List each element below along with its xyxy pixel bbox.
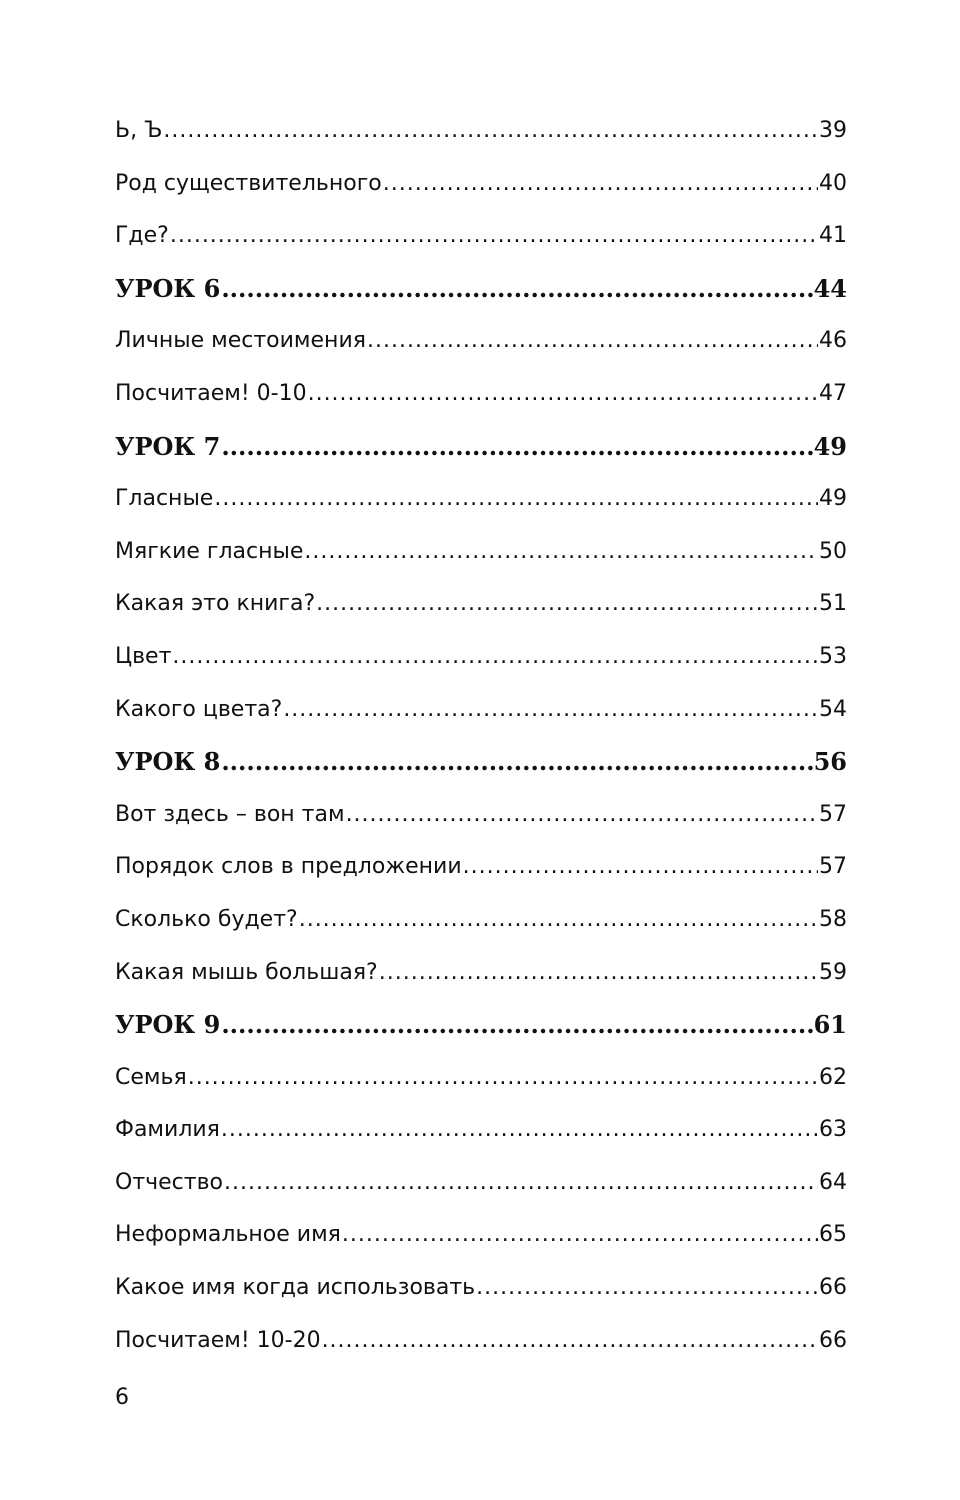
toc-entry-title: Какого цвета? [115,696,283,722]
toc-entry-page-number: 41 [819,223,847,249]
toc-entry-page-number: 44 [813,273,847,303]
toc-entry[interactable] [115,158,847,211]
toc-entry-page-number: 65 [819,1222,847,1248]
toc-entry[interactable] [115,947,847,1000]
dot-leader [383,158,818,211]
toc-entry-title: Гласные [115,486,214,512]
dot-leader [221,1104,818,1157]
dot-leader [163,105,818,158]
dot-leader [224,1157,818,1210]
toc-entry-page-number: 56 [813,747,847,777]
dot-leader [170,210,818,263]
toc-entry-title: Какое имя когда использовать [115,1275,476,1301]
dot-leader [221,421,812,474]
dot-leader [221,263,812,316]
toc-entry-page-number: 51 [819,591,847,617]
toc-entry-title: УРОК 9 [115,1010,221,1040]
dot-leader [283,684,818,737]
toc-entry[interactable] [115,315,847,368]
toc-chapter-entry[interactable] [115,263,847,316]
dot-leader [342,1209,818,1262]
toc-entry-title: Какая это книга? [115,591,316,617]
toc-entry-title: Неформальное имя [115,1222,341,1248]
toc-entry-page-number: 58 [819,906,847,932]
toc-entry-title: Семья [115,1064,187,1090]
toc-entry[interactable] [115,1262,847,1315]
toc-entry-title: Посчитаем! 10-20 [115,1327,321,1353]
toc-entry[interactable] [115,578,847,631]
dot-leader [322,1315,818,1368]
dot-leader [316,578,818,631]
toc-entry-title: Порядок слов в предложении [115,854,462,880]
toc-entry-page-number: 49 [819,486,847,512]
toc-entry-page-number: 63 [819,1117,847,1143]
dot-leader [214,473,818,526]
dot-leader [221,736,812,789]
toc-entry[interactable] [115,1104,847,1157]
toc-entry[interactable] [115,789,847,842]
toc-entry[interactable] [115,368,847,421]
toc-entry[interactable] [115,526,847,579]
toc-entry-page-number: 61 [813,1010,847,1040]
toc-entry-page-number: 62 [819,1064,847,1090]
toc-entry-title: Какая мышь большая? [115,959,378,985]
toc-entry-title: Отчество [115,1169,224,1195]
toc-entry-page-number: 39 [819,118,847,143]
toc-entry-title: Фамилия [115,1117,220,1143]
toc-entry-page-number: 50 [819,538,847,564]
toc-entry-page-number: 54 [819,696,847,722]
toc-entry-title: Личные местоимения [115,328,366,354]
toc-entry-title: УРОК 8 [115,747,221,777]
toc-entry-title: Род существительного [115,170,382,196]
toc-entry-title: Мягкие гласные [115,538,304,564]
toc-entry[interactable] [115,1315,847,1368]
toc-entry-title: УРОК 6 [115,273,221,303]
toc-entry-page-number: 40 [819,170,847,196]
table-of-contents [115,105,847,1367]
toc-entry[interactable] [115,1052,847,1105]
toc-entry[interactable] [115,473,847,526]
toc-entry[interactable] [115,684,847,737]
toc-entry[interactable] [115,894,847,947]
toc-entry[interactable] [115,1209,847,1262]
toc-entry-title: Цвет [115,643,172,669]
toc-chapter-entry[interactable] [115,421,847,474]
toc-entry-title: УРОК 7 [115,431,221,461]
toc-entry[interactable] [115,210,847,263]
dot-leader [299,894,818,947]
dot-leader [476,1262,818,1315]
toc-entry-page-number: 57 [819,801,847,827]
toc-entry-page-number: 57 [819,854,847,880]
toc-entry-page-number: 64 [819,1169,847,1195]
dot-leader [304,526,818,579]
toc-entry-title: Ь, Ъ [115,118,163,143]
dot-leader [367,315,818,368]
toc-entry-page-number: 66 [819,1327,847,1353]
dot-leader [221,999,812,1052]
dot-leader [172,631,818,684]
dot-leader [463,841,818,894]
dot-leader [346,789,818,842]
toc-entry[interactable] [115,631,847,684]
dot-leader [188,1052,818,1105]
toc-entry-page-number: 53 [819,643,847,669]
toc-chapter-entry[interactable] [115,736,847,789]
dot-leader [308,368,818,421]
toc-entry-title: Вот здесь – вон там [115,801,345,827]
toc-entry-title: Посчитаем! 0-10 [115,380,307,406]
toc-entry[interactable] [115,1157,847,1210]
toc-entry-page-number: 66 [819,1275,847,1301]
dot-leader [379,947,818,1000]
page-number: 6 [115,1385,129,1410]
toc-entry[interactable] [115,841,847,894]
toc-entry-page-number: 49 [813,431,847,461]
toc-entry-page-number: 47 [819,380,847,406]
toc-entry-page-number: 46 [819,328,847,354]
toc-entry-title: Сколько будет? [115,906,298,932]
toc-chapter-entry[interactable] [115,999,847,1052]
toc-entry[interactable] [115,105,847,158]
toc-entry-page-number: 59 [819,959,847,985]
toc-entry-title: Где? [115,223,169,249]
